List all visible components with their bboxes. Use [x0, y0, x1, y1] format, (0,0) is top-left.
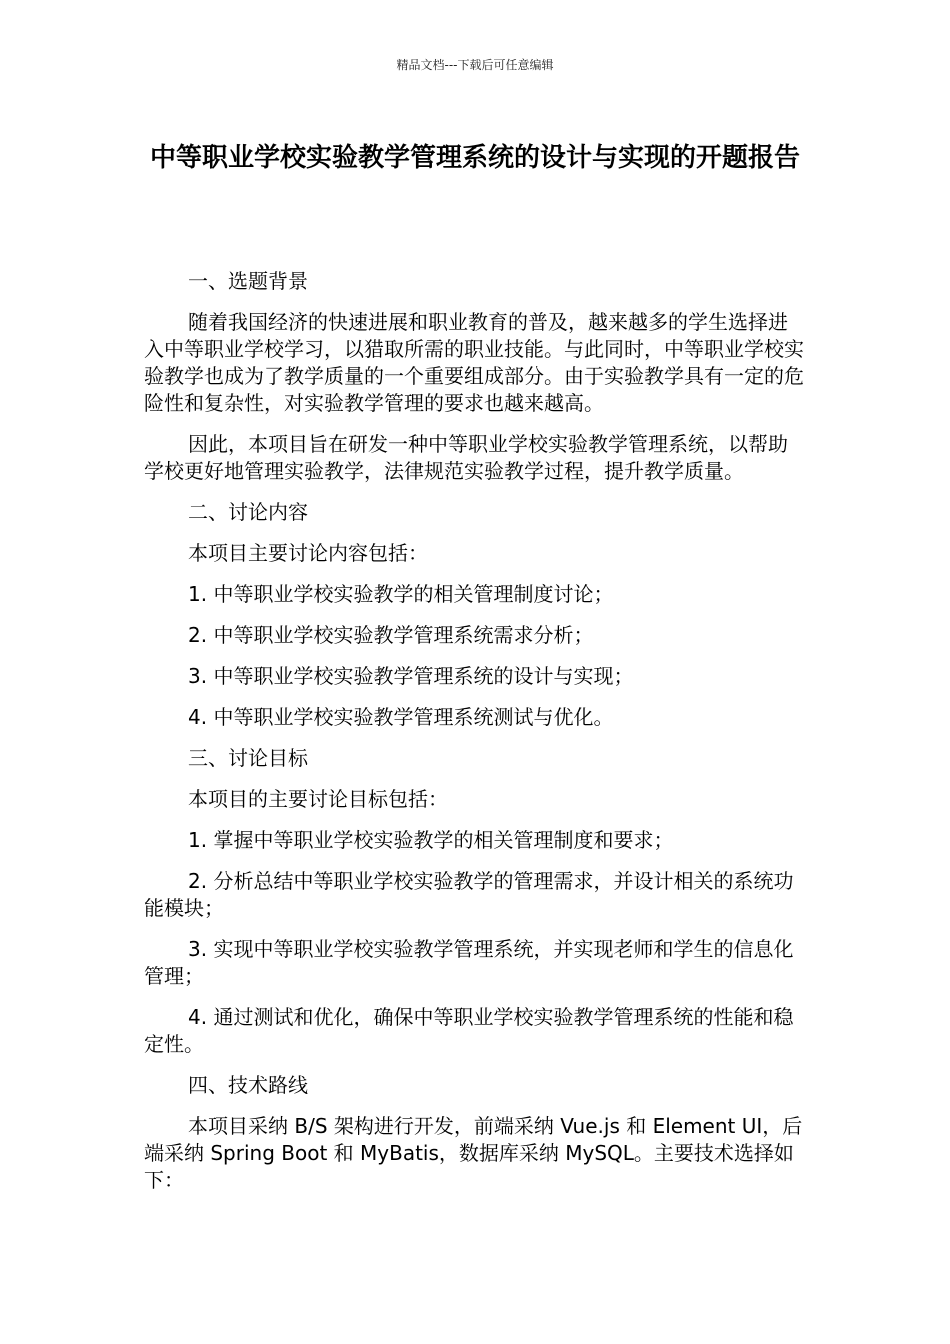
section-heading: 四、技术路线	[188, 1073, 308, 1097]
list-item: 4. 通过测试和优化，确保中等职业学校实验教学管理系统的性能和稳定性。	[144, 1005, 794, 1056]
paragraph: 本项目采纳 B/S 架构进行开发，前端采纳 Vue.js 和 Element UI，后端采纳 Spring Boot 和 MyBatis，数据库采纳 MySQL。主要技术选择如下：	[144, 1114, 803, 1192]
section-heading: 一、选题背景	[188, 269, 308, 293]
list-item: 3. 实现中等职业学校实验教学管理系统，并实现老师和学生的信息化管理；	[144, 937, 794, 988]
list-item: 4. 中等职业学校实验教学管理系统测试与优化。	[188, 705, 614, 729]
section-heading: 三、讨论目标	[188, 746, 308, 770]
section-heading: 二、讨论内容	[188, 500, 308, 524]
document-title: 中等职业学校实验教学管理系统的设计与实现的开题报告	[149, 143, 800, 173]
list-item: 2. 中等职业学校实验教学管理系统需求分析；	[188, 623, 594, 647]
page-header: 精品文档---下载后可任意编辑	[396, 58, 554, 72]
document-body	[144, 268, 804, 1208]
paragraph: 本项目主要讨论内容包括：	[188, 541, 428, 565]
paragraph: 本项目的主要讨论目标包括：	[188, 787, 448, 811]
list-item: 3. 中等职业学校实验教学管理系统的设计与实现；	[188, 664, 634, 688]
paragraph: 因此，本项目旨在研发一种中等职业学校实验教学管理系统，以帮助学校更好地管理实验教学，法律规范实验教学过程，提升教学质量。	[144, 432, 788, 483]
list-item: 1. 中等职业学校实验教学的相关管理制度讨论；	[188, 582, 614, 606]
list-item: 2. 分析总结中等职业学校实验教学的管理需求，并设计相关的系统功能模块；	[144, 869, 794, 920]
list-item: 1. 掌握中等职业学校实验教学的相关管理制度和要求；	[188, 828, 674, 852]
paragraph: 随着我国经济的快速进展和职业教育的普及，越来越多的学生选择进入中等职业学校学习，以猎取所需的职业技能。与此同时，中等职业学校实验教学也成为了教学质量的一个重要组成部分。由于实验教学具有一定的危险性和复杂性，对实验教学管理的要求也越来越高。	[144, 310, 804, 415]
